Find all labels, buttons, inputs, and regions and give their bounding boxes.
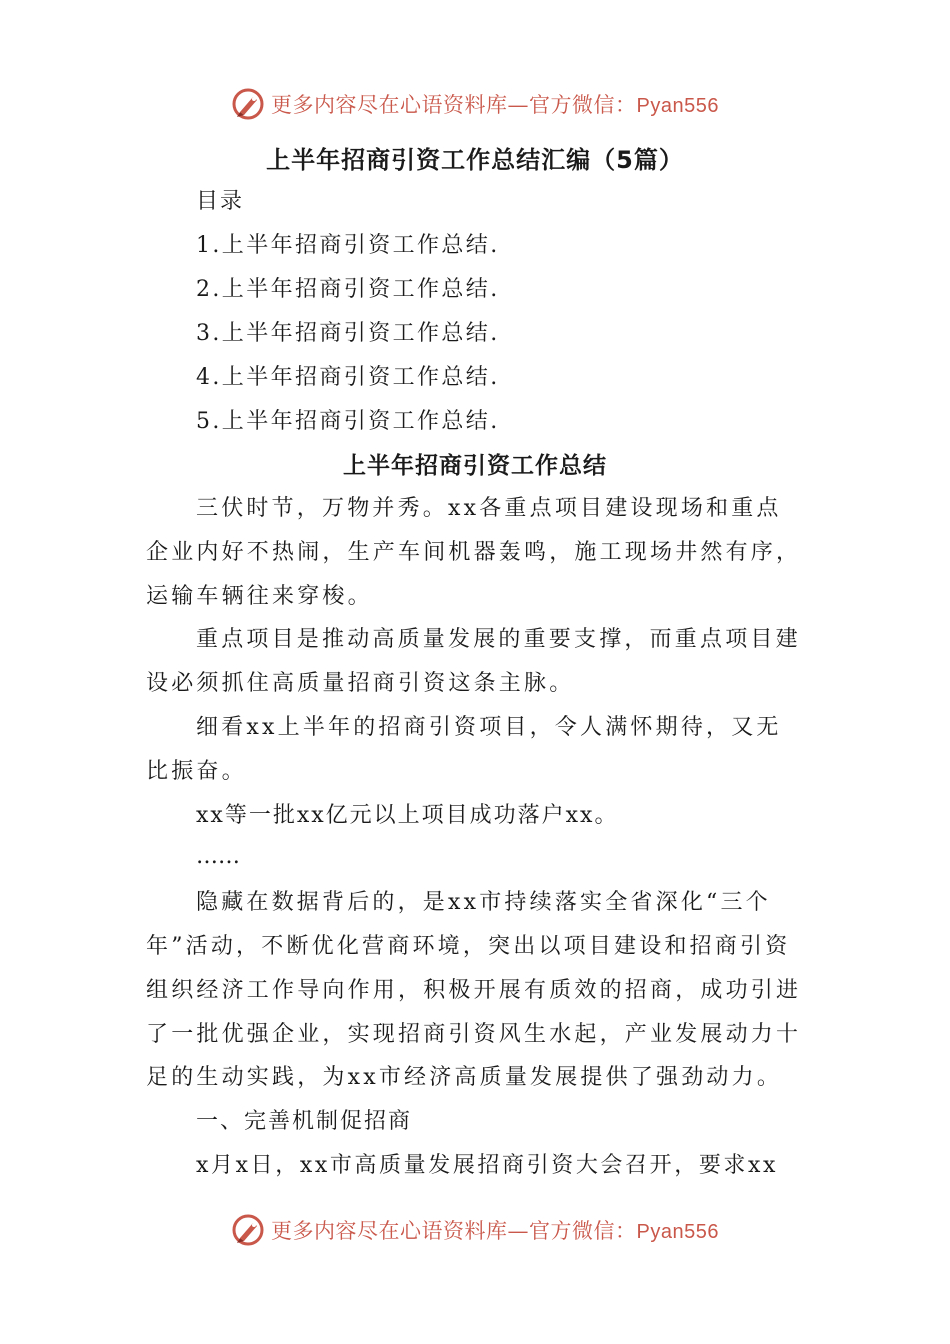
paragraph-line: 隐藏在数据背后的，是xx市持续落实全省深化“三个 <box>196 890 771 915</box>
paragraph-line: 运输车辆往来穿梭。 <box>146 584 373 609</box>
section-title: 上半年招商引资工作总结 <box>343 453 607 479</box>
paragraph-line: 企业内好不热闹，生产车间机器轰鸣，施工现场井然有序， <box>146 540 802 565</box>
toc-item: 5.上半年招商引资工作总结. <box>196 409 500 434</box>
pen-circle-logo-icon <box>231 87 265 121</box>
paragraph-line: x月x日，xx市高质量发展招商引资大会召开，要求xx <box>196 1153 779 1178</box>
banner-wechat-id: Pyan556 <box>636 1221 719 1243</box>
footer-banner <box>0 1206 950 1254</box>
toc-item: 3.上半年招商引资工作总结. <box>196 321 500 346</box>
header-banner <box>0 80 950 128</box>
toc-item: 2.上半年招商引资工作总结. <box>196 277 500 302</box>
banner-label: 更多内容尽在心语资料库—官方微信： <box>271 1219 637 1243</box>
document-title: 上半年招商引资工作总结汇编（5篇） <box>266 146 684 174</box>
paragraph-line: 了一批优强企业，实现招商引资风生水起，产业发展动力十 <box>146 1022 802 1047</box>
paragraph-line: 组织经济工作导向作用，积极开展有质效的招商，成功引进 <box>146 978 802 1003</box>
paragraph-line: 设必须抓住高质量招商引资这条主脉。 <box>146 671 575 696</box>
paragraph-line: xx等一批xx亿元以上项目成功落户xx。 <box>196 803 619 828</box>
toc-label: 目录 <box>196 189 245 214</box>
ellipsis: …… <box>196 844 240 869</box>
banner-text <box>271 1215 719 1245</box>
toc-item: 1.上半年招商引资工作总结. <box>196 233 500 258</box>
banner-text <box>271 89 719 119</box>
paragraph-line: 重点项目是推动高质量发展的重要支撑，而重点项目建 <box>196 627 801 652</box>
pen-circle-logo-icon <box>231 1213 265 1247</box>
paragraph-line: 足的生动实践，为xx市经济高质量发展提供了强劲动力。 <box>146 1065 783 1090</box>
banner-label: 更多内容尽在心语资料库—官方微信： <box>271 93 637 117</box>
paragraph-line: 比振奋。 <box>146 759 247 784</box>
toc-item: 4.上半年招商引资工作总结. <box>196 365 500 390</box>
subheading: 一、完善机制促招商 <box>196 1109 413 1134</box>
paragraph-line: 细看xx上半年的招商引资项目，令人满怀期待，又无 <box>196 715 782 740</box>
paragraph-line: 年”活动，不断优化营商环境，突出以项目建设和招商引资 <box>146 934 791 959</box>
paragraph-line: 三伏时节，万物并秀。xx各重点项目建设现场和重点 <box>196 496 782 521</box>
banner-wechat-id: Pyan556 <box>636 95 719 117</box>
